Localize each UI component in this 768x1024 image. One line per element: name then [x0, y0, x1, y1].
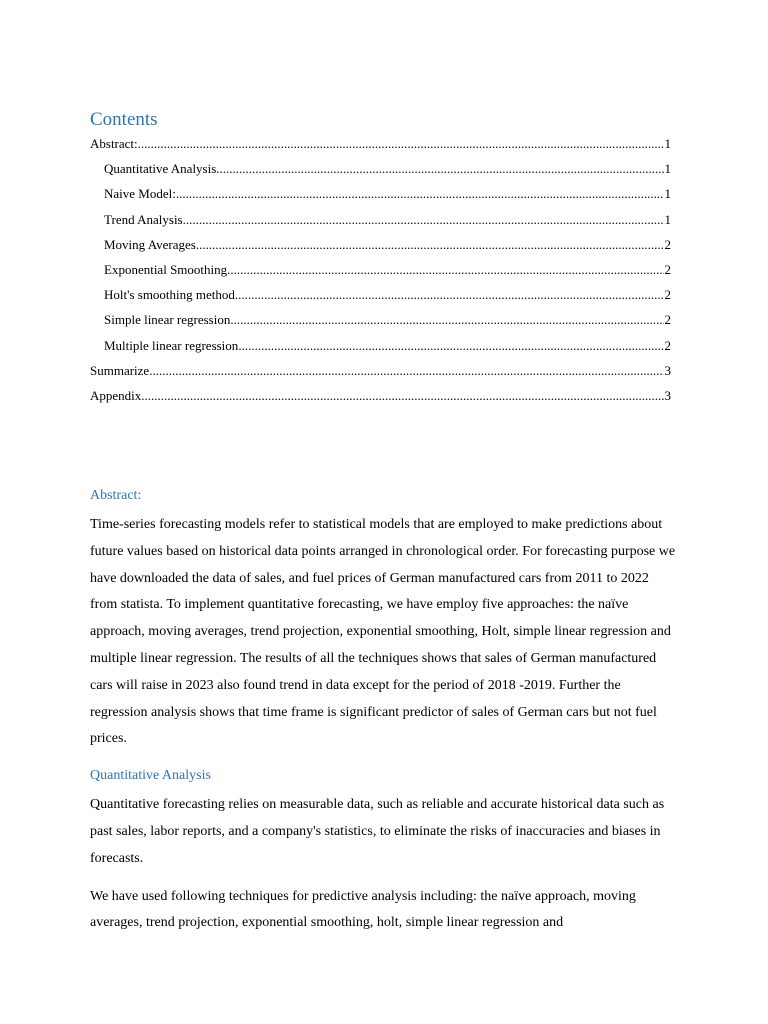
toc-entry-page: 1 [664, 161, 671, 177]
toc-leader-dots [149, 358, 663, 383]
toc-entry-label: Appendix [90, 387, 142, 403]
toc-entry-page: 2 [664, 261, 671, 277]
quantitative-analysis-heading: Quantitative Analysis [90, 768, 211, 784]
toc-entry-page: 2 [664, 236, 671, 252]
toc-leader-dots [138, 131, 664, 156]
toc-entry-moving-averages[interactable] [90, 232, 671, 257]
document-body [90, 485, 678, 937]
toc-entry-label: Simple linear regression [104, 312, 231, 328]
toc-leader-dots [230, 307, 663, 332]
toc-entry-label: Holt's smoothing method [104, 287, 235, 303]
abstract-paragraph: Time-series forecasting models refer to statistical models that are employed to make predictions about future values based on historical data points arranged in chronological order. For forecasting purpose we have downloaded the data of sales, and fuel prices of German manufactured cars from 2011 to 2022 from statista. To implement quantitative forecasting, we have employ five approaches: the naïve approach, moving averages, trend projection, exponential smoothing, Holt, simple linear regression and multiple linear regression. The results of all the techniques shows that sales of German manufactured cars will raise in 2023 also found trend in data except for the period of 2018 -2019. Further the regression analysis shows that time frame is significant predictor of sales of German cars but not fuel prices. [90, 517, 676, 747]
toc-entry-page: 1 [664, 136, 671, 151]
toc-leader-dots [216, 156, 663, 181]
toc-leader-dots [235, 282, 664, 307]
toc-entry-page: 2 [664, 287, 671, 303]
toc-entry-label: Moving Averages [104, 236, 196, 252]
contents-title: Contents [90, 109, 158, 130]
toc-entry-label: Quantitative Analysis [104, 161, 217, 177]
table-of-contents [90, 131, 671, 408]
toc-leader-dots [227, 257, 663, 282]
toc-leader-dots [141, 383, 663, 408]
toc-entry-appendix[interactable] [90, 383, 671, 408]
toc-entry-label: Trend Analysis [104, 211, 183, 227]
toc-entry-label: Naive Model: [104, 186, 176, 202]
toc-leader-dots [238, 333, 663, 358]
toc-entry-abstract[interactable] [90, 131, 671, 156]
toc-entry-label: Exponential Smoothing [104, 261, 228, 277]
quantitative-analysis-paragraph-1: Quantitative forecasting relies on measurable data, such as reliable and accurate historical data such as past sales, labor reports, and a company's statistics, to eliminate the risks of inaccuracies and biases in forecasts. [90, 797, 665, 866]
toc-entry-label: Summarize [90, 362, 150, 378]
toc-entry-trend-analysis[interactable] [90, 207, 671, 232]
toc-leader-dots [196, 232, 664, 257]
toc-entry-page: 1 [664, 186, 671, 202]
toc-entry-label: Abstract: [90, 136, 138, 151]
toc-entry-page: 2 [664, 337, 671, 353]
quantitative-analysis-paragraph-2: We have used following techniques for predictive analysis including: the naïve approach, moving averages, trend projection, exponential smoothing, holt, simple linear regression and [90, 888, 636, 931]
toc-entry-page: 3 [664, 387, 671, 403]
toc-leader-dots [183, 207, 664, 232]
toc-entry-page: 2 [664, 312, 671, 328]
toc-entry-summarize[interactable] [90, 358, 671, 383]
toc-leader-dots [176, 181, 664, 206]
toc-entry-holts-smoothing[interactable] [90, 282, 671, 307]
abstract-heading: Abstract: [90, 488, 142, 503]
toc-entry-naive-model[interactable] [90, 181, 671, 206]
toc-entry-page: 1 [664, 211, 671, 227]
toc-entry-quantitative-analysis[interactable] [90, 156, 671, 181]
document-page [90, 0, 678, 1024]
toc-entry-label: Multiple linear regression [104, 337, 239, 353]
toc-entry-page: 3 [664, 362, 671, 378]
toc-entry-exponential-smoothing[interactable] [90, 257, 671, 282]
toc-entry-simple-linear-regression[interactable] [90, 307, 671, 332]
toc-entry-multiple-linear-regression[interactable] [90, 333, 671, 358]
